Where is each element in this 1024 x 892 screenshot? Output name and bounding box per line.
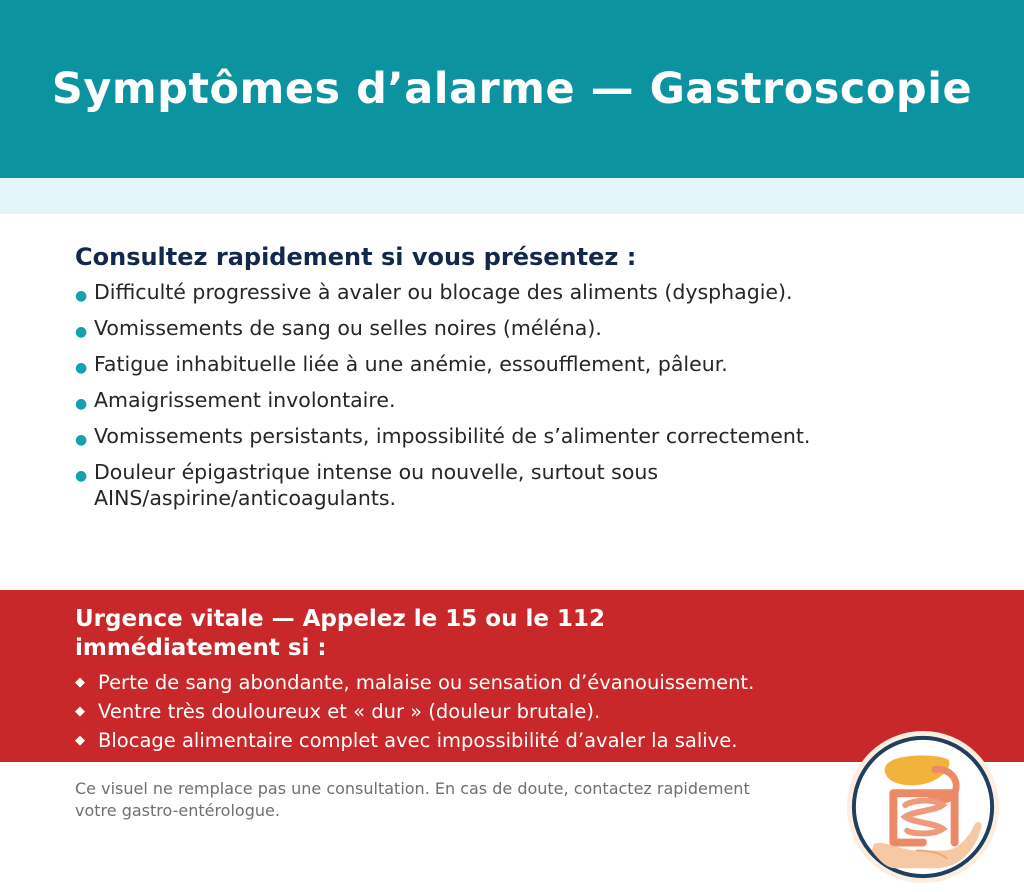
symptom-list — [75, 279, 955, 511]
list-item — [75, 315, 955, 341]
list-item — [75, 668, 875, 697]
diamond-bullet-icon: ◆ — [75, 675, 85, 690]
list-item — [75, 351, 955, 377]
symptom-text: Fatigue inhabituelle liée à une anémie, essoufflement, pâleur. — [94, 352, 728, 376]
diamond-bullet-icon: ◆ — [75, 704, 85, 719]
dot-bullet-icon: ● — [75, 432, 88, 448]
dot-bullet-icon: ● — [75, 360, 88, 376]
list-item — [75, 459, 955, 511]
consult-heading: Consultez rapidement si vous présentez : — [75, 243, 637, 271]
dot-bullet-icon: ● — [75, 288, 88, 304]
consult-section — [75, 243, 955, 521]
dot-bullet-icon: ● — [75, 324, 88, 340]
page-title: Symptômes d’alarme — Gastroscopie — [51, 64, 973, 114]
header-banner — [0, 0, 1024, 178]
urgent-text: Blocage alimentaire complet avec impossibilité d’avaler la salive. — [98, 729, 738, 752]
symptom-text: Amaigrissement involontaire. — [94, 388, 396, 412]
urgent-heading: Urgence vitale — Appelez le 15 ou le 112 immédiatement si : — [75, 606, 605, 661]
diamond-bullet-icon: ◆ — [75, 733, 85, 748]
list-item — [75, 726, 875, 755]
symptom-text: Vomissements de sang ou selles noires (méléna). — [94, 316, 602, 340]
urgent-list — [75, 668, 875, 755]
urgent-text: Ventre très douloureux et « dur » (douleur brutale). — [98, 700, 601, 723]
disclaimer-note: Ce visuel ne remplace pas une consultation. En cas de doute, contactez rapidement votre gastro-entérologue. — [75, 779, 750, 820]
symptom-text: Douleur épigastrique intense ou nouvelle, surtout sous AINS/aspirine/anticoagulants. — [94, 460, 659, 510]
dot-bullet-icon: ● — [75, 396, 88, 412]
header-accent-band — [0, 178, 1024, 214]
list-item — [75, 279, 955, 305]
urgent-text: Perte de sang abondante, malaise ou sensation d’évanouissement. — [98, 671, 755, 694]
symptom-text: Difficulté progressive à avaler ou blocage des aliments (dysphagie). — [94, 280, 793, 304]
list-item — [75, 423, 955, 449]
symptom-text: Vomissements persistants, impossibilité de s’alimenter correctement. — [94, 424, 811, 448]
list-item — [75, 697, 875, 726]
digestive-system-hand-icon — [844, 728, 1002, 886]
list-item — [75, 387, 955, 413]
dot-bullet-icon: ● — [75, 468, 88, 484]
